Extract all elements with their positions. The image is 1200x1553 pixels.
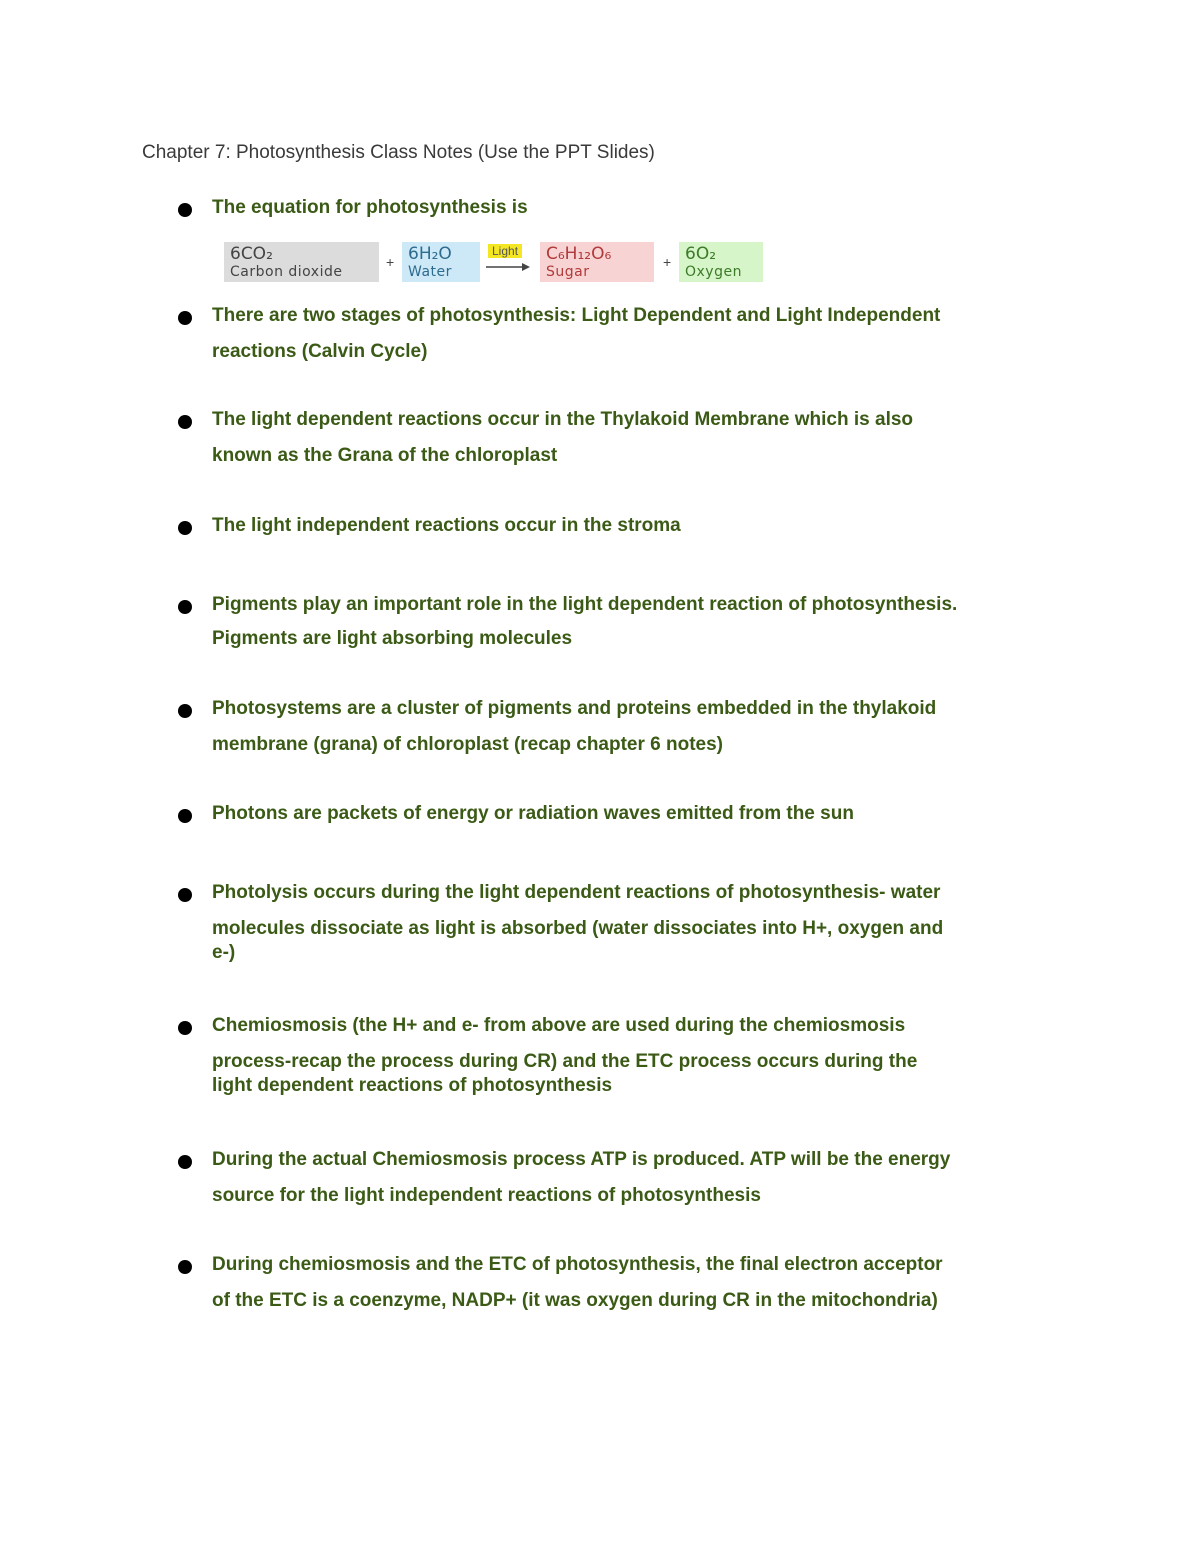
formula: 6CO₂ <box>230 244 273 264</box>
list-item <box>212 402 913 474</box>
list-item-line: reactions (Calvin Cycle) <box>212 341 428 362</box>
list-item-line: During chemiosmosis and the ETC of photosynthesis, the final electron acceptor <box>212 1254 943 1275</box>
equation-intro: The equation for photosynthesis is <box>212 197 528 218</box>
list-item-line: Photolysis occurs during the light dependent reactions of photosynthesis- water <box>212 882 941 903</box>
bullet-dot <box>178 311 192 325</box>
list-item-line: Photosystems are a cluster of pigments and proteins embedded in the thylakoid <box>212 698 937 719</box>
list-item <box>212 1247 943 1319</box>
list-item-line: light dependent reactions of photosynthesis <box>212 1075 613 1096</box>
label: Oxygen <box>685 264 742 280</box>
list-item-line: Chemiosmosis (the H+ and e- from above are used during the chemiosmosis <box>212 1015 906 1036</box>
list-item-line: membrane (grana) of chloroplast (recap chapter 6 notes) <box>212 734 724 755</box>
list-item <box>212 587 957 657</box>
list-item <box>212 875 943 967</box>
list-item <box>212 1008 917 1100</box>
formula: C₆H₁₂O₆ <box>546 244 612 264</box>
bullet-dot <box>178 888 192 902</box>
list-item-line: During the actual Chemiosmosis process ATP is produced. ATP will be the energy <box>212 1149 951 1170</box>
bullet-dot <box>178 415 192 429</box>
list-item-line: process-recap the process during CR) and the ETC process occurs during the <box>212 1051 918 1072</box>
plus-sign: + <box>663 254 672 270</box>
bullet-dot <box>178 521 192 535</box>
bullet-dot <box>178 704 192 718</box>
bullet-dot <box>178 1155 192 1169</box>
list-item <box>212 508 681 544</box>
formula: 6H₂O <box>408 244 452 264</box>
bullet-dot <box>178 203 192 217</box>
list-item-line: The light independent reactions occur in the stroma <box>212 515 681 536</box>
reactant-h2o <box>402 242 480 282</box>
reaction-arrow-icon <box>486 262 530 272</box>
bullet-dot <box>178 809 192 823</box>
reactant-co2 <box>224 242 379 282</box>
label: Water <box>408 264 452 280</box>
list-item-line: molecules dissociate as light is absorbed (water dissociates into H+, oxygen and <box>212 918 944 939</box>
list-item-line: Pigments are light absorbing molecules <box>212 628 573 649</box>
plus-sign: + <box>386 254 395 270</box>
bullet-dot <box>178 1260 192 1274</box>
list-item <box>212 691 936 763</box>
list-item-line: There are two stages of photosynthesis: Light Dependent and Light Independent <box>212 305 941 326</box>
light-condition-label: Light <box>488 244 522 258</box>
list-item <box>212 796 854 832</box>
list-item <box>212 298 940 370</box>
bullet-dot <box>178 1021 192 1035</box>
product-o2 <box>679 242 763 282</box>
list-item-line: Pigments play an important role in the light dependent reaction of photosynthesis. <box>212 594 958 615</box>
label: Sugar <box>546 264 590 280</box>
list-item-line: e-) <box>212 942 236 963</box>
list-item-line: known as the Grana of the chloroplast <box>212 445 558 466</box>
label: Carbon dioxide <box>230 264 343 280</box>
page-title: Chapter 7: Photosynthesis Class Notes (Use the PPT Slides) <box>142 142 655 163</box>
formula: 6O₂ <box>685 244 717 264</box>
list-item-line: Photons are packets of energy or radiation waves emitted from the sun <box>212 803 854 824</box>
list-item-line: source for the light independent reactions of photosynthesis <box>212 1185 761 1206</box>
bullet-dot <box>178 600 192 614</box>
list-item-line: The light dependent reactions occur in the Thylakoid Membrane which is also <box>212 409 914 430</box>
list-item-line: of the ETC is a coenzyme, NADP+ (it was oxygen during CR in the mitochondria) <box>212 1290 938 1311</box>
product-glucose <box>540 242 654 282</box>
list-item <box>212 1142 950 1214</box>
